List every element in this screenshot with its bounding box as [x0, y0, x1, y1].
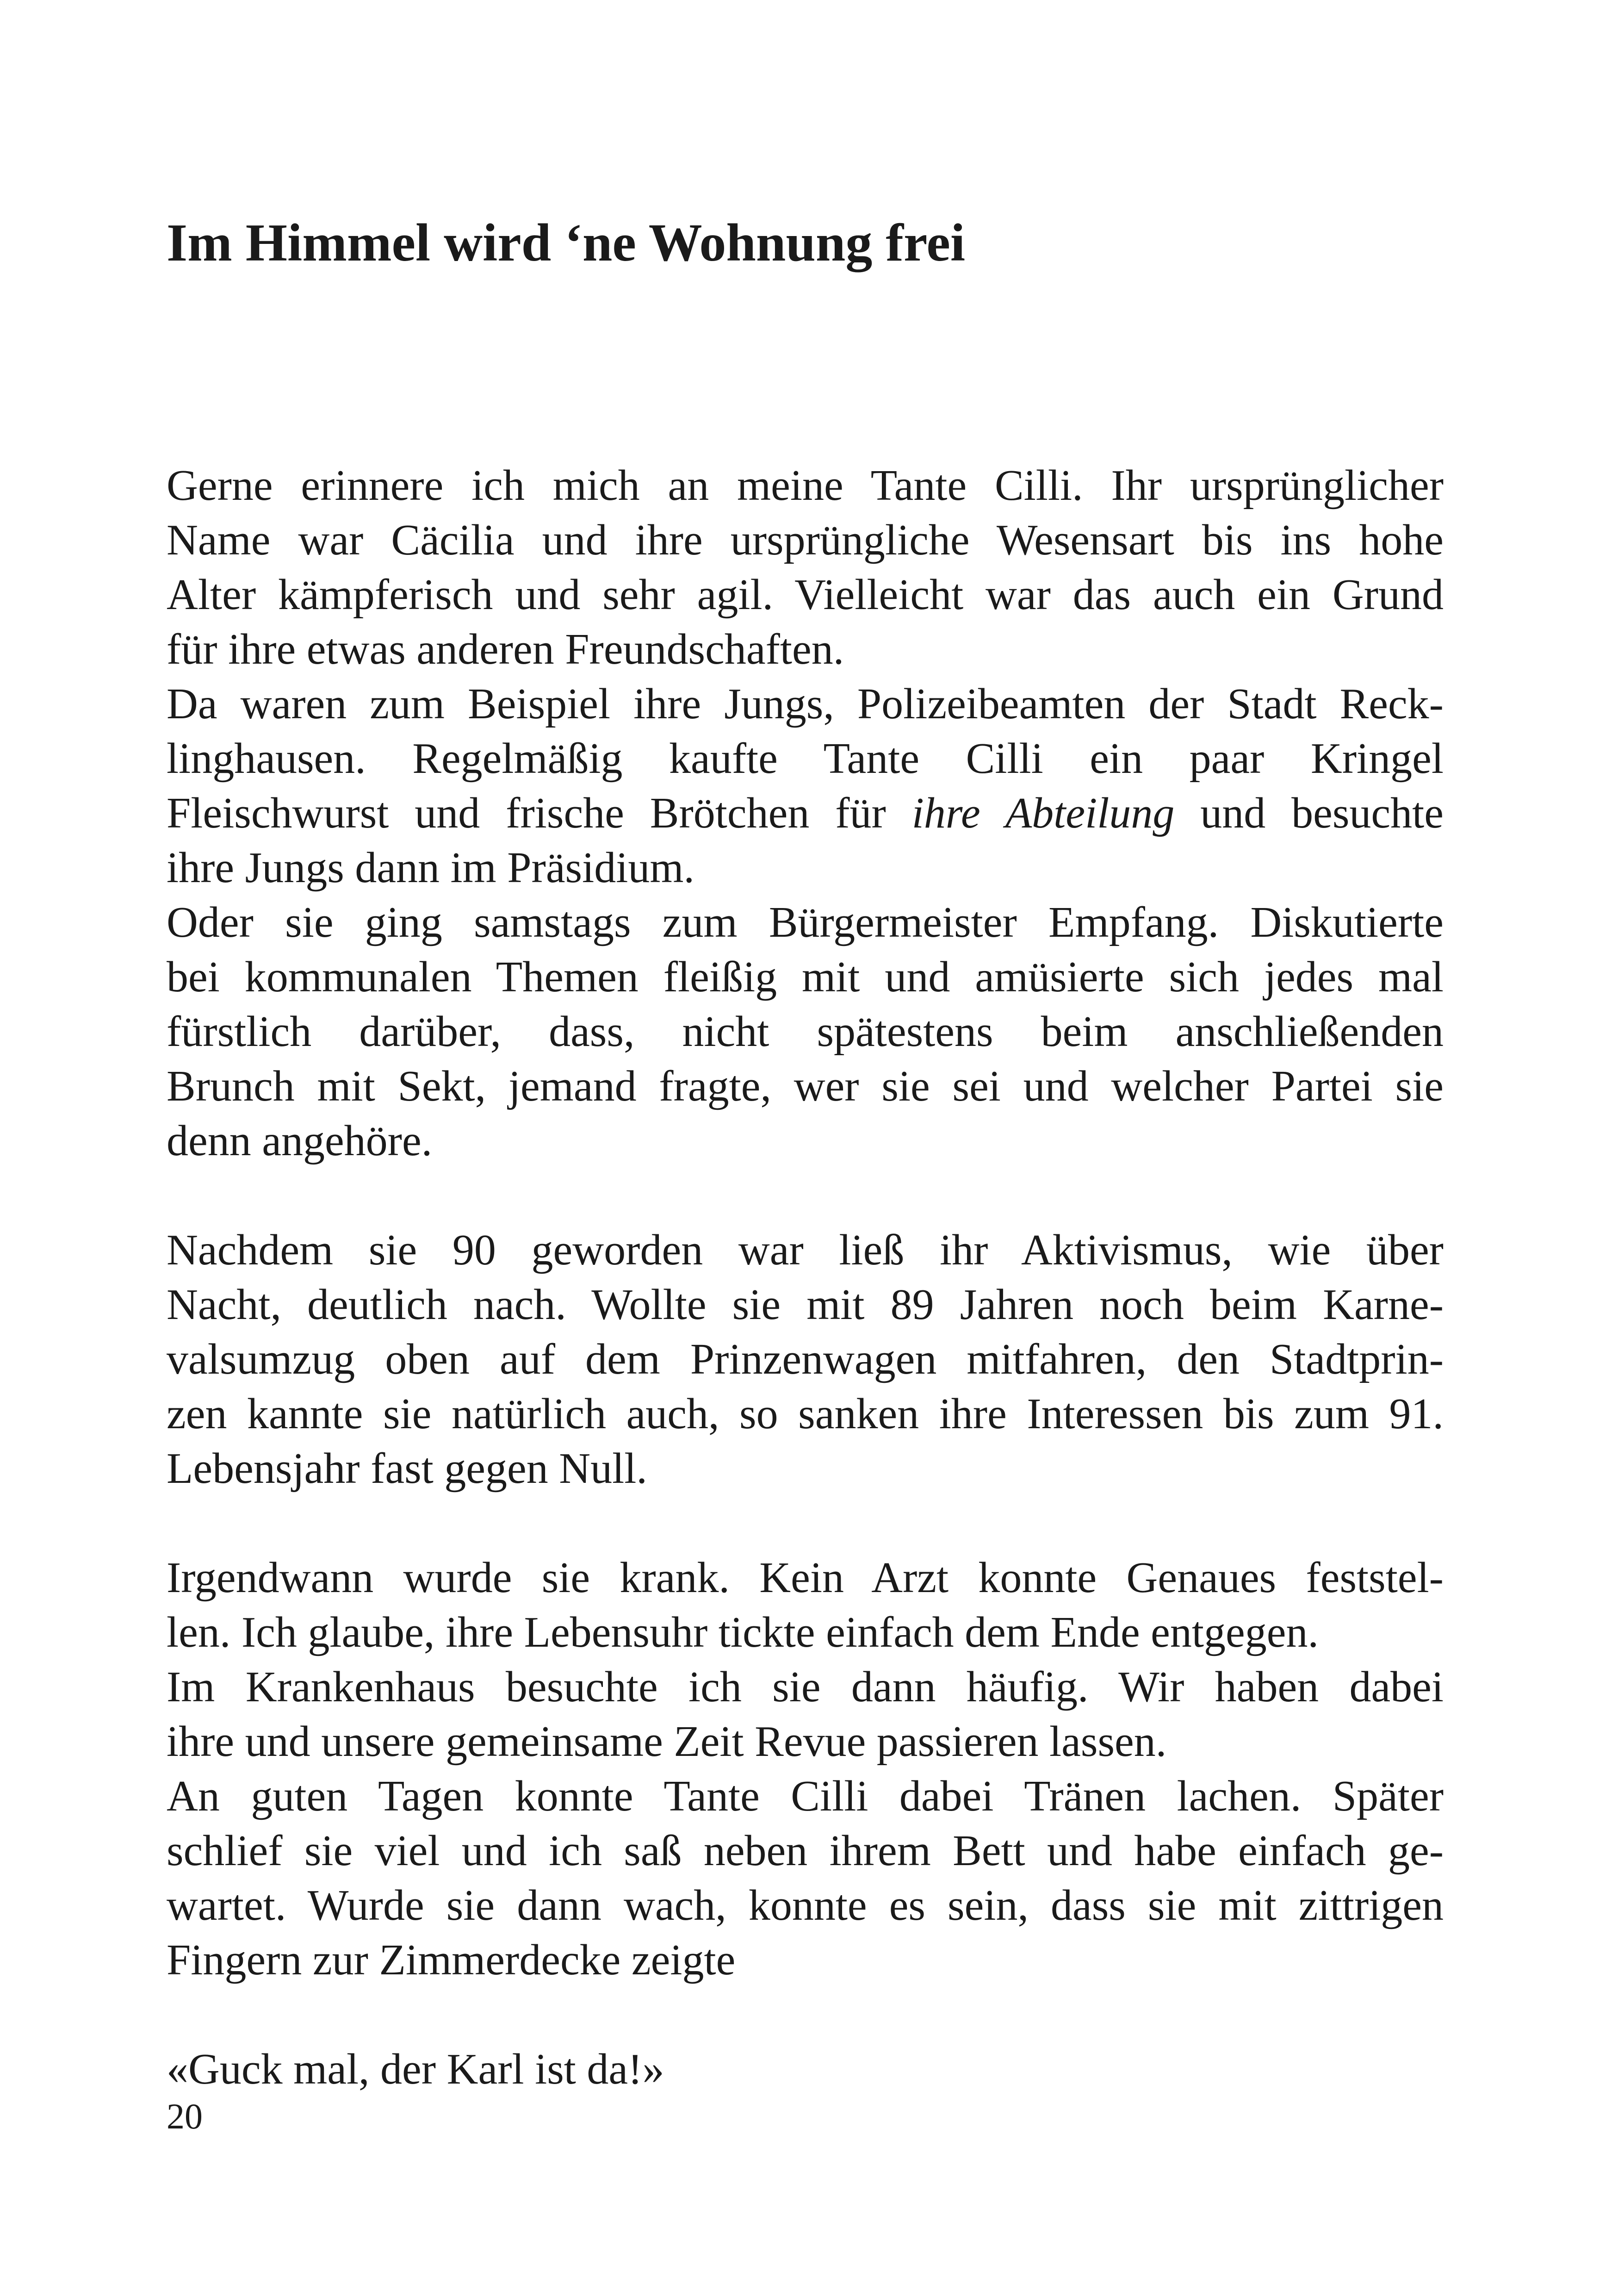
page-number: 20: [167, 2096, 203, 2136]
text-line: Name war Cäcilia und ihre ursprüngliche Wesensart bis ins hohe: [167, 516, 1444, 564]
text-line: len. Ich glaube, ihre Lebensuhr tickte einfach dem Ende entgegen.: [167, 1608, 1319, 1656]
text-line: An guten Tagen konnte Tante Cilli dabei Tränen lachen. Später: [167, 1772, 1444, 1820]
text-segment: Fleischwurst und frische Brötchen für: [167, 789, 912, 837]
text-line: Gerne erinnere ich mich an meine Tante Cilli. Ihr ursprünglicher: [167, 461, 1444, 510]
text-line: Fingern zur Zimmerdecke zeigte: [167, 1936, 736, 1984]
text-line: fürstlich darüber, dass, nicht spätestens beim anschließenden: [167, 1008, 1444, 1056]
text-line: Im Krankenhaus besuchte ich sie dann häufig. Wir haben dabei: [167, 1663, 1444, 1711]
paragraph-gap: [167, 1496, 1444, 1550]
chapter-body: [167, 458, 1444, 2097]
text-line: Da waren zum Beispiel ihre Jungs, Polizeibeamten der Stadt Reck-: [167, 680, 1444, 728]
text-line: linghausen. Regelmäßig kaufte Tante Cilli ein paar Kringel: [167, 734, 1444, 783]
text-line: Brunch mit Sekt, jemand fragte, wer sie sei und welcher Partei sie: [167, 1062, 1444, 1110]
text-line: Nacht, deutlich nach. Wollte sie mit 89 Jahren noch beim Karne-: [167, 1281, 1444, 1329]
text-line: zen kannte sie natürlich auch, so sanken ihre Interessen bis zum 91.: [167, 1390, 1444, 1438]
text-line: Nachdem sie 90 geworden war ließ ihr Aktivismus, wie über: [167, 1226, 1444, 1274]
text-line: für ihre etwas anderen Freundschaften.: [167, 625, 844, 673]
text-line: Lebensjahr fast gegen Null.: [167, 1444, 647, 1493]
text-line: denn angehöre.: [167, 1117, 433, 1165]
paragraph-gap: [167, 1987, 1444, 2042]
text-line: Alter kämpferisch und sehr agil. Vielleicht war das auch ein Grund: [167, 571, 1444, 619]
text-line: bei kommunalen Themen fleißig mit und amüsierte sich jedes mal: [167, 953, 1444, 1001]
text-line: ihre und unsere gemeinsame Zeit Revue passieren lassen.: [167, 1717, 1167, 1766]
text-line: Oder sie ging samstags zum Bürgermeister Empfang. Diskutierte: [167, 898, 1444, 946]
text-line: valsumzug oben auf dem Prinzenwagen mitfahren, den Stadtprin-: [167, 1335, 1444, 1383]
text-line: wartet. Wurde sie dann wach, konnte es sein, dass sie mit zittrigen: [167, 1881, 1444, 1929]
emphasized-text: ihre Abteilung: [911, 789, 1175, 837]
chapter-title: Im Himmel wird ‘ne Wohnung frei: [167, 213, 966, 273]
text-segment: und besuchte: [1174, 789, 1444, 837]
text-line: ihre Jungs dann im Präsidium.: [167, 844, 694, 892]
paragraph-gap: [167, 1168, 1444, 1223]
text-line-with-emphasis: [167, 786, 1444, 840]
quote-line: «Guck mal, der Karl ist da!»: [167, 2045, 664, 2093]
text-line: schlief sie viel und ich saß neben ihrem Bett und habe einfach ge-: [167, 1827, 1444, 1875]
text-line: Irgendwann wurde sie krank. Kein Arzt konnte Genaues feststel-: [167, 1554, 1444, 1602]
